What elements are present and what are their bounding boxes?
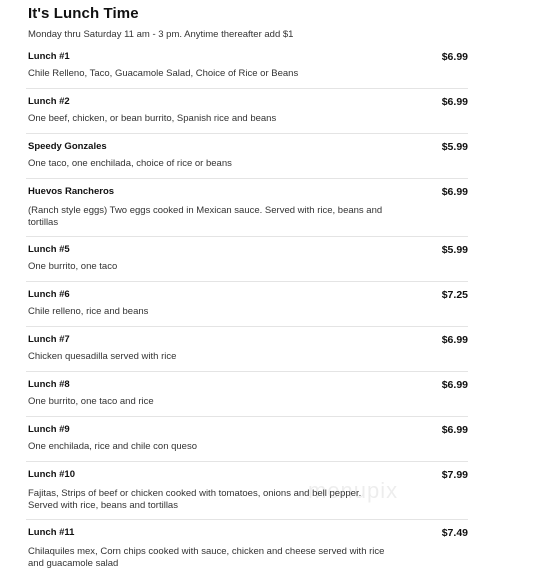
menu-item-description: Fajitas, Strips of beef or chicken cooked with tomatoes, onions and bell pepper. Served with rice, beans and tortillas [28, 488, 362, 511]
menu-item-price: $6.99 [441, 96, 468, 108]
menu-item-name: Lunch #5 [28, 244, 70, 255]
watermark-logo: menupix [308, 478, 399, 503]
menu-item-description: One burrito, one taco [28, 261, 118, 272]
menu-item-name: Huevos Rancheros [28, 186, 115, 197]
menu-item-description: One taco, one enchilada, choice of rice or beans [28, 158, 232, 169]
menu-item-divider [26, 178, 468, 179]
menu-title: It's Lunch Time [28, 5, 139, 22]
menu-item-price: $7.49 [441, 527, 468, 539]
menu-item-price: $6.99 [441, 51, 468, 63]
menu-item-divider [26, 133, 468, 134]
menu-item-description: One beef, chicken, or bean burrito, Spanish rice and beans [28, 113, 277, 124]
menu-item-name: Lunch #10 [28, 469, 75, 480]
menu-item-price: $6.99 [441, 334, 468, 346]
menu-item-price: $6.99 [441, 379, 468, 391]
menu-item-description: (Ranch style eggs) Two eggs cooked in Mexican sauce. Served with rice, beans and tortillas [28, 205, 383, 228]
menu-item-divider [26, 519, 468, 520]
menu-item-divider [26, 371, 468, 372]
menu-item-name: Lunch #11 [28, 527, 75, 538]
menu-item-description: Chicken quesadilla served with rice [28, 351, 177, 362]
menu-item-description: Chilaquiles mex, Corn chips cooked with sauce, chicken and cheese served with rice and guacamole salad [28, 546, 385, 569]
menu-item-name: Lunch #6 [28, 289, 70, 300]
menu-item-name: Lunch #2 [28, 96, 70, 107]
menu-item-description: One burrito, one taco and rice [28, 396, 154, 407]
menu-item-price: $5.99 [441, 141, 468, 153]
menu-item-name: Lunch #1 [28, 51, 70, 62]
menu-item-price: $7.99 [441, 469, 468, 481]
menu-item-name: Lunch #7 [28, 334, 70, 345]
menu-item-description: One enchilada, rice and chile con queso [28, 441, 198, 452]
menu-item-price: $6.99 [441, 424, 468, 436]
menu-item-divider [26, 326, 468, 327]
menu-item-divider [26, 236, 468, 237]
menu-item-name: Lunch #9 [28, 424, 70, 435]
menu-item-price: $5.99 [441, 244, 468, 256]
menu-hours: Monday thru Saturday 11 am - 3 pm. Anytime thereafter add $1 [28, 29, 294, 40]
menu-item-divider [26, 88, 468, 89]
menu-item-price: $6.99 [441, 186, 468, 198]
menu-item-name: Speedy Gonzales [28, 141, 107, 152]
menu-item-price: $7.25 [441, 289, 468, 301]
menu-item-name: Lunch #8 [28, 379, 70, 390]
menu-item-description: Chile Relleno, Taco, Guacamole Salad, Choice of Rice or Beans [28, 68, 299, 79]
menu-item-description: Chile relleno, rice and beans [28, 306, 149, 317]
menu-item-divider [26, 461, 468, 462]
menu-item-divider [26, 281, 468, 282]
menu-item-divider [26, 416, 468, 417]
